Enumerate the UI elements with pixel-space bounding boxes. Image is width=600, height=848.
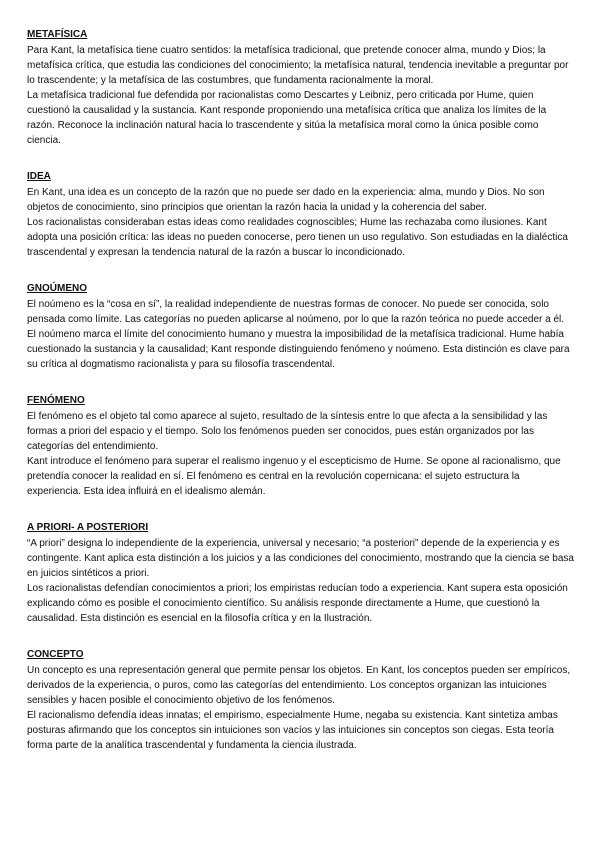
section-metafisica xyxy=(27,28,575,148)
section-concepto xyxy=(27,648,575,753)
paragraph: Para Kant, la metafísica tiene cuatro sentidos: la metafísica tradicional, que pretende conocer alma, mundo y Dios; la metafísica crítica, que estudia las condiciones del conocimiento; la metafísica natural, tendencia inevitable a preguntar por lo trascendente; y la metafísica de las costumbres, que fundamenta racionalmente la moral. xyxy=(27,45,569,86)
paragraph: El racionalismo defendía ideas innatas; el empirismo, especialmente Hume, negaba su existencia. Kant sintetiza ambas posturas afirmando que los conceptos sin intuiciones son vacíos y las intuiciones sin conceptos son ciegas. Esta teoría forma parte de la analítica trascendental y fundamenta la ciencia ilustrada. xyxy=(27,710,558,751)
section-title: FENÓMENO xyxy=(27,395,85,406)
document-page xyxy=(27,28,575,775)
paragraph: Los racionalistas consideraban estas ideas como realidades cognoscibles; Hume las rechazaba como ilusiones. Kant adopta una posición crítica: las ideas no pueden conocerse, pero tienen un uso regulativo. Son estudiadas en la dialéctica trascendental y expresan la tendencia natural de la razón a buscar lo incondicionado. xyxy=(27,217,568,258)
section-title: IDEA xyxy=(27,171,51,182)
section-fenomeno xyxy=(27,394,575,499)
section-a-priori-a-posteriori xyxy=(27,521,575,626)
paragraph: El noúmeno marca el límite del conocimiento humano y muestra la imposibilidad de la metafísica tradicional. Hume había cuestionado la sustancia y la causalidad; Kant responde distinguiendo fenómeno y noúmeno. Esta distinción es clave para su crítica al dogmatismo racionalista y para su filosofía trascendental. xyxy=(27,329,570,370)
section-idea xyxy=(27,170,575,260)
section-title: CONCEPTO xyxy=(27,649,84,660)
paragraph: Un concepto es una representación general que permite pensar los objetos. En Kant, los conceptos pueden ser empíricos, derivados de la experiencia, o puros, como las categorías del entendimiento. Los conceptos organizan las intuiciones sensibles y hacen posible el conocimiento objetivo de los fenómenos. xyxy=(27,665,571,706)
paragraph: Los racionalistas defendían conocimientos a priori; los empiristas reducían todo a experiencia. Kant supera esta oposición explicando cómo es posible el conocimiento científico. Su análisis responde directamente a Hume, que cuestionó la causalidad. Esta distinción es esencial en la filosofía crítica y en la Ilustración. xyxy=(27,583,568,624)
section-title: A PRIORI- A POSTERIORI xyxy=(27,522,149,533)
paragraph: El noúmeno es la “cosa en sí”, la realidad independiente de nuestras formas de conocer. No puede ser conocida, solo pensada como límite. Las categorías no pueden aplicarse al noúmeno, por lo que la razón teórica no puede acceder a él. xyxy=(27,299,565,325)
paragraph: El fenómeno es el objeto tal como aparece al sujeto, resultado de la síntesis entre lo que afecta a la sensibilidad y las formas a priori del espacio y el tiempo. Solo los fenómenos pueden ser conocidos, pues están organizados por las categorías del entendimiento. xyxy=(27,411,548,452)
paragraph: Kant introduce el fenómeno para superar el realismo ingenuo y el escepticismo de Hume. Se opone al racionalismo, que pretendía conocer la realidad en sí. El fenómeno es central en la revolución copernicana: el sujeto estructura la experiencia. Esta idea influirá en el idealismo alemán. xyxy=(27,456,561,497)
paragraph: “A priori” designa lo independiente de la experiencia, universal y necesario; “a posteriori” depende de la experiencia y es contingente. Kant aplica esta distinción a los juicios y a las condiciones del conocimiento, mostrando que la ciencia se basa en juicios sintéticos a priori. xyxy=(27,538,574,579)
section-noumeno xyxy=(27,282,575,372)
paragraph: La metafísica tradicional fue defendida por racionalistas como Descartes y Leibniz, pero criticada por Hume, quien cuestionó la causalidad y la sustancia. Kant responde proponiendo una metafísica crítica que analiza los límites de la razón. Reconoce la inclinación natural hacia lo trascendente y sitúa la metafísica moral como la única posible como ciencia. xyxy=(27,90,547,146)
section-title: GNOÚMENO xyxy=(27,283,87,294)
paragraph: En Kant, una idea es un concepto de la razón que no puede ser dado en la experiencia: alma, mundo y Dios. No son objetos de conocimiento, sino principios que orientan la razón hacia la unidad y la coherencia del saber. xyxy=(27,187,545,213)
section-title: METAFÍSICA xyxy=(27,29,88,40)
